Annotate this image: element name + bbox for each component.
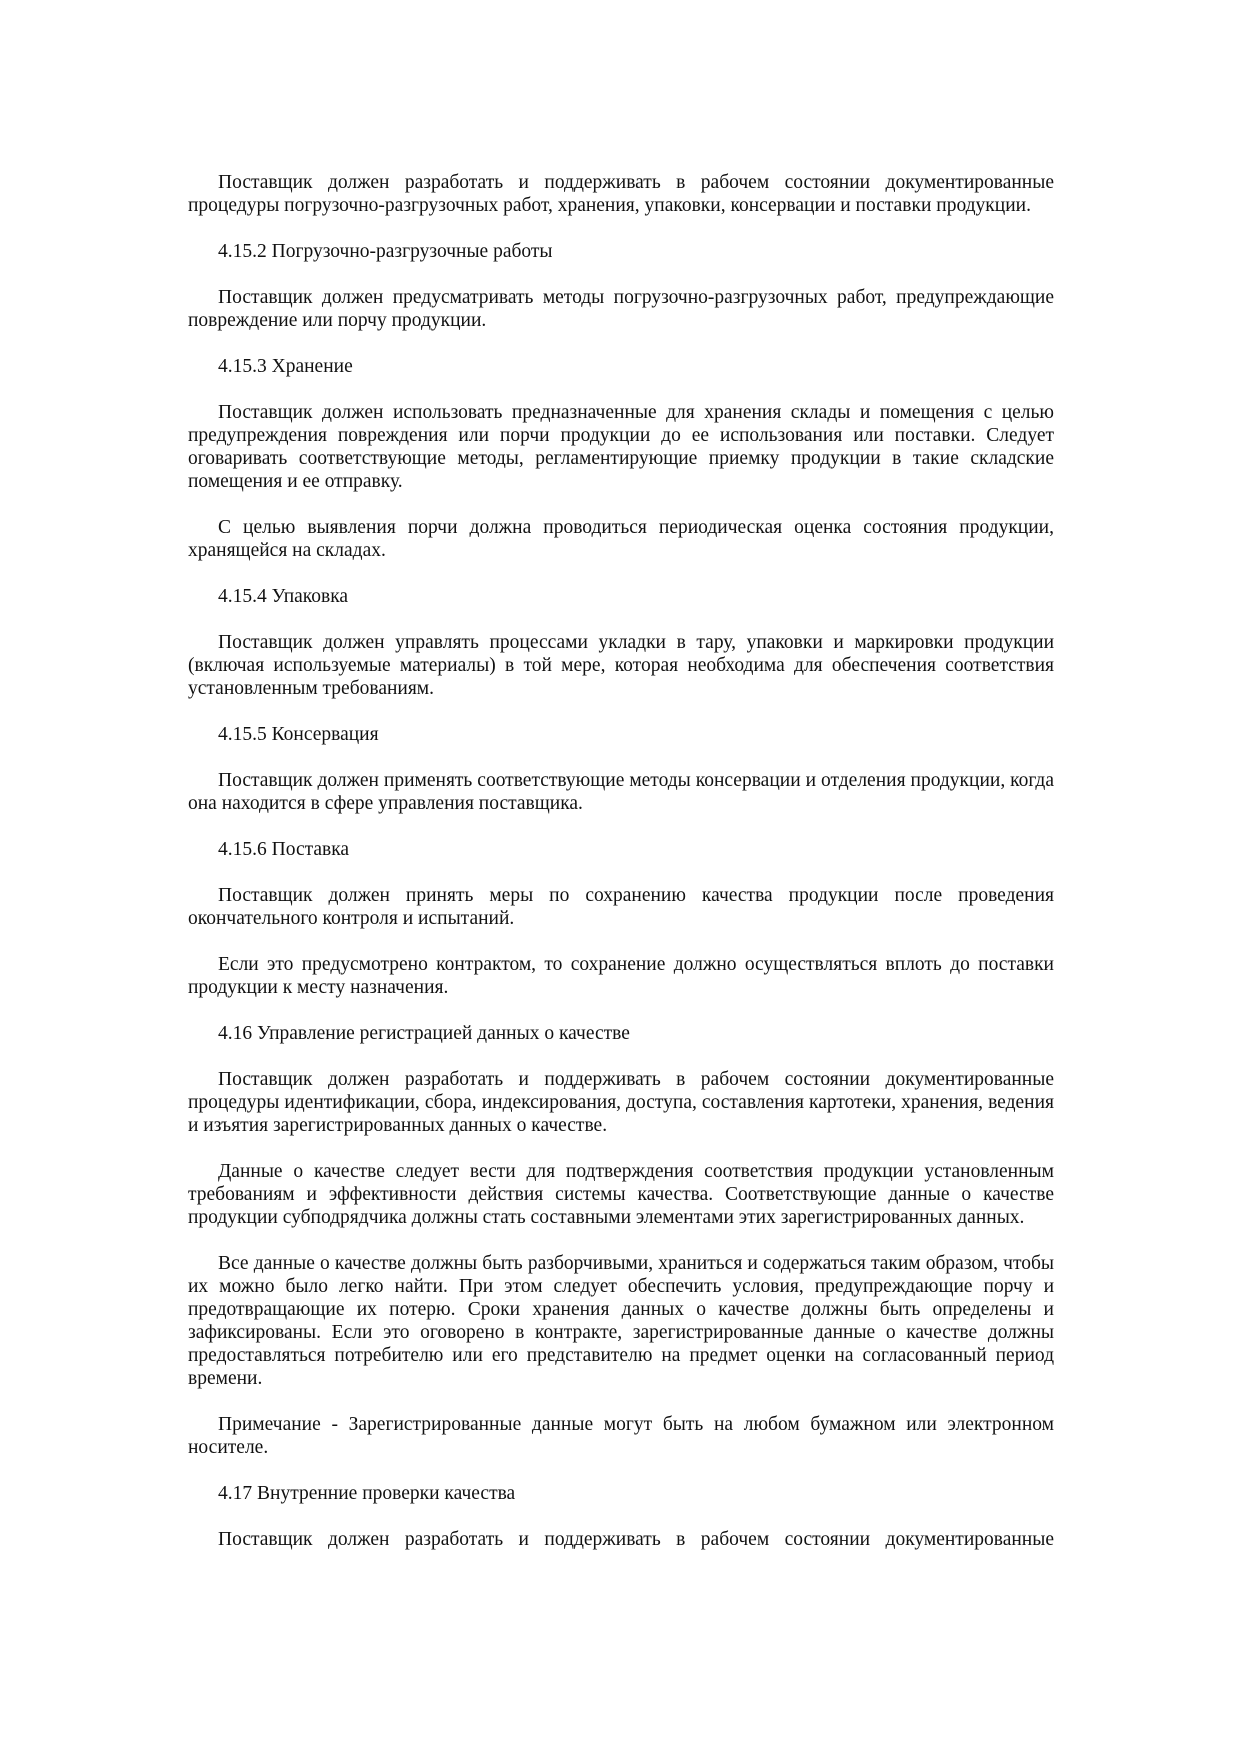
paragraph: С целью выявления порчи должна проводиться периодическая оценка состояния продукции, хранящейся на складах. [188, 517, 1054, 561]
paragraph: Данные о качестве следует вести для подтверждения соответствия продукции установленным требованиям и эффективности действия системы качества. Соответствующие данные о качестве продукции субподрядчика должны стать составными элементами этих зарегистрированных данных. [188, 1161, 1054, 1228]
section-heading: 4.15.5 Консервация [218, 724, 379, 745]
paragraph: Поставщик должен предусматривать методы погрузочно-разгрузочных работ, предупреждающие повреждение или порчу продукции. [188, 287, 1054, 331]
section-heading: 4.15.4 Упаковка [218, 586, 349, 607]
paragraph-truncated: Поставщик должен разработать и поддерживать в рабочем состоянии документированные [218, 1529, 1054, 1550]
paragraph: Поставщик должен разработать и поддерживать в рабочем состоянии документированные процедуры идентификации, сбора, индексирования, доступа, составления картотеки, хранения, ведения и изъятия зарегистрированных данных о качестве. [188, 1069, 1054, 1136]
note-paragraph: Примечание - Зарегистрированные данные могут быть на любом бумажном или электронном носителе. [188, 1414, 1054, 1458]
paragraph: Поставщик должен использовать предназначенные для хранения склады и помещения с целью предупреждения повреждения или порчи продукции до ее использования или поставки. Следует оговаривать соответствующие методы, регламентирующие приемку продукции в такие складские помещения и ее отправку. [188, 402, 1054, 492]
paragraph: Поставщик должен применять соответствующие методы консервации и отделения продукции, когда она находится в сфере управления поставщика. [188, 770, 1054, 814]
paragraph: Все данные о качестве должны быть разборчивыми, храниться и содержаться таким образом, чтобы их можно было легко найти. При этом следует обеспечить условия, предупреждающие порчу и предотвращающие их потерю. Сроки хранения данных о качестве должны быть определены и зафиксированы. Если это оговорено в контракте, зарегистрированные данные о качестве должны предоставляться потребителю или его представителю на предмет оценки на согласованный период времени. [188, 1253, 1054, 1389]
document-page [188, 171, 1054, 1574]
paragraph: Если это предусмотрено контрактом, то сохранение должно осуществляться вплоть до поставки продукции к месту назначения. [188, 954, 1054, 998]
section-heading: 4.15.6 Поставка [218, 839, 350, 860]
section-heading: 4.15.2 Погрузочно-разгрузочные работы [218, 241, 553, 262]
section-heading: 4.17 Внутренние проверки качества [218, 1483, 516, 1504]
section-heading: 4.15.3 Хранение [218, 356, 353, 377]
paragraph: Поставщик должен разработать и поддерживать в рабочем состоянии документированные процедуры погрузочно-разгрузочных работ, хранения, упаковки, консервации и поставки продукции. [188, 172, 1054, 216]
paragraph: Поставщик должен управлять процессами укладки в тару, упаковки и маркировки продукции (включая используемые материалы) в той мере, которая необходима для обеспечения соответствия установленным требованиям. [188, 632, 1054, 699]
section-heading: 4.16 Управление регистрацией данных о качестве [218, 1023, 630, 1044]
paragraph: Поставщик должен принять меры по сохранению качества продукции после проведения окончательного контроля и испытаний. [188, 885, 1054, 929]
